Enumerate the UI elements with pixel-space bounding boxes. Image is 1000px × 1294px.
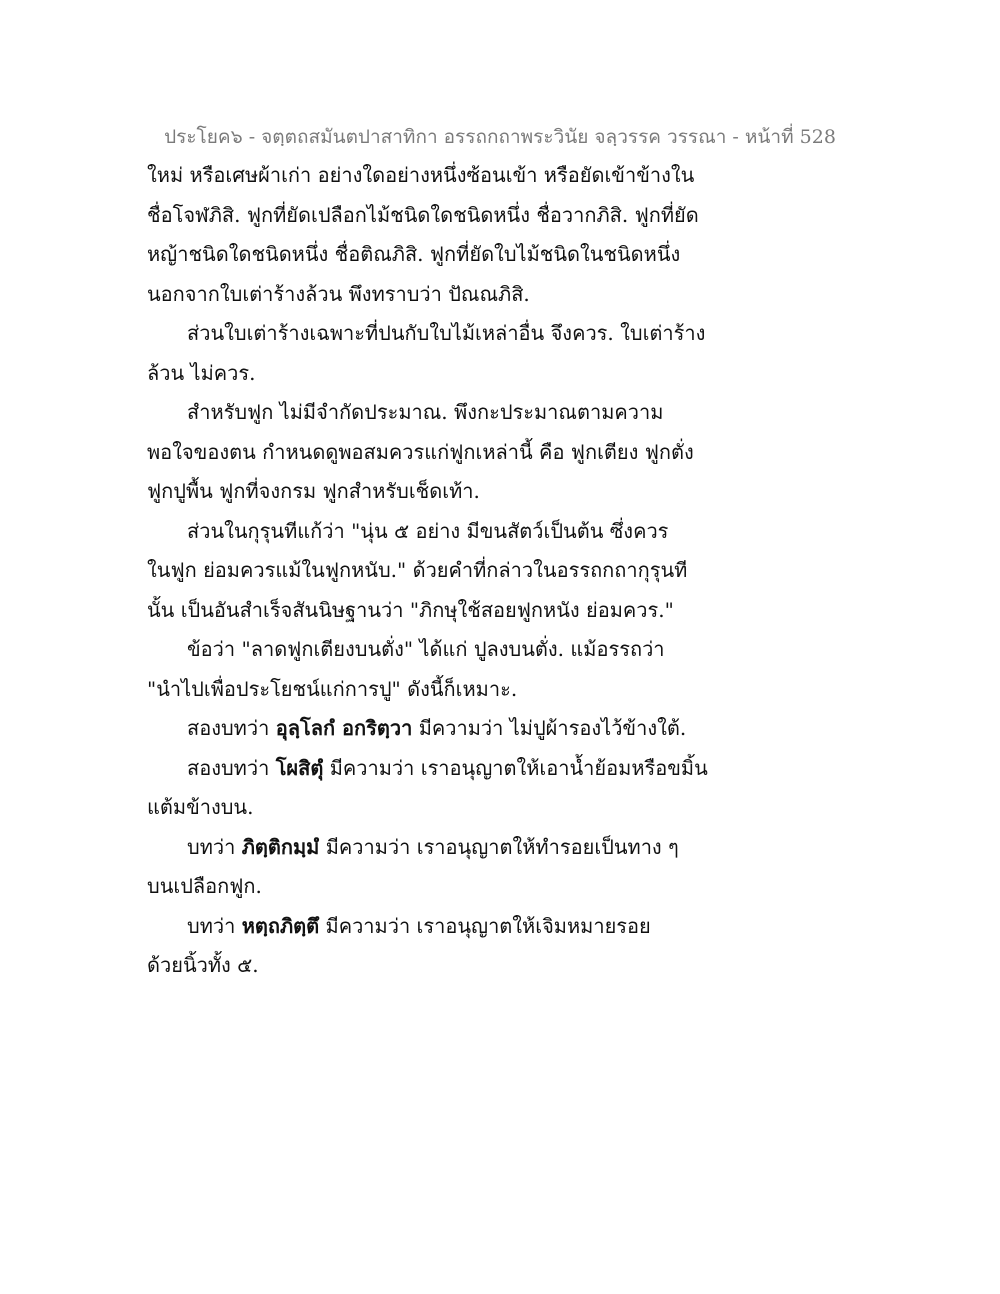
- text-span: ฟูกปูพื้น ฟูกที่จงกรม ฟูกสำหรับเช็ดเท้า.: [147, 479, 480, 503]
- text-span: ล้วน ไม่ควร.: [147, 360, 256, 385]
- bold-term: โผสิตุํ: [275, 755, 324, 780]
- text-span: ใหม่ หรือเศษผ้าเก่า อย่างใดอย่างหนึ่งซ้อนเข้า หรือยัดเข้าข้างใน: [147, 163, 695, 187]
- text-span: ในฟูก ย่อมควรแม้ในฟูกหนับ." ด้วยคำที่กล่าวในอรรถกถากุรุนที: [147, 558, 688, 582]
- text-line: [147, 670, 707, 710]
- text-span: ส่วนในกุรุนทีแก้ว่า "นุ่น ๕ อย่าง มีขนสัตว์เป็นต้น ซึ่งควร: [187, 518, 669, 543]
- text-line: [147, 156, 707, 196]
- text-span: สองบทว่า: [187, 716, 276, 740]
- text-span: มีความว่า เราอนุญาตให้ทำรอยเป็นทาง ๆ: [319, 834, 679, 859]
- bold-term: ภิตฺติกมฺมํ: [241, 834, 320, 859]
- text-line: [147, 867, 707, 907]
- text-line: [147, 354, 707, 394]
- bold-term: หตฺถภิตฺตึ: [241, 913, 320, 938]
- text-span: แต้มข้างบน.: [147, 795, 254, 819]
- text-line: [147, 630, 707, 670]
- text-span: หญ้าชนิดใดชนิดหนึ่ง ชื่อติณภิสิ. ฟูกที่ยัดใบไม้ชนิดในชนิดหนึ่ง: [147, 242, 681, 266]
- text-line: [147, 907, 707, 947]
- text-span: สำหรับฟูก ไม่มีจำกัดประมาณ. พึงกะประมาณตามความ: [187, 400, 664, 424]
- text-span: ชื่อโจฬภิสิ. ฟูกที่ยัดเปลือกไม้ชนิดใดชนิดหนึ่ง ชื่อวากภิสิ. ฟูกที่ยัด: [147, 202, 699, 227]
- text-line: [147, 433, 707, 473]
- page-header: ประโยค๖ - จตฺตถสมันตปาสาทิกา อรรถกถาพระวินัย จลฺวรรค วรรณา - หน้าที่ 528: [164, 126, 836, 148]
- text-span: นอกจากใบเต่าร้างล้วน พึงทราบว่า ปัณณภิสิ.: [147, 281, 530, 306]
- text-span: ส่วนใบเต่าร้างเฉพาะที่ปนกับใบไม้เหล่าอื่น จึงควร. ใบเต่าร้าง: [187, 321, 706, 345]
- text-span: บนเปลือกฟูก.: [147, 874, 262, 898]
- text-span: บทว่า: [187, 834, 242, 859]
- text-line: [147, 196, 707, 236]
- text-span: มีความว่า เราอนุญาตให้เจิมหมายรอย: [319, 913, 651, 938]
- text-line: [147, 946, 707, 986]
- text-line: [147, 828, 707, 868]
- text-span: สองบทว่า: [187, 755, 276, 780]
- text-line: [147, 591, 707, 631]
- text-span: นั้น เป็นอันสำเร็จสันนิษฐานว่า "ภิกษุใช้สอยฟูกหนัง ย่อมควร.": [147, 597, 674, 622]
- text-span: ข้อว่า "ลาดฟูกเตียงบนตั่ง" ได้แก่ ปูลงบนตั่ง. แม้อรรถว่า: [187, 637, 665, 661]
- text-line: [147, 275, 707, 315]
- text-span: ด้วยนิ้วทั้ง ๕.: [147, 953, 259, 977]
- text-line: [147, 749, 707, 789]
- text-span: บทว่า: [187, 913, 242, 938]
- text-line: [147, 472, 707, 512]
- text-span: มีความว่า เราอนุญาตให้เอาน้ำย้อมหรือขมิ้น: [323, 755, 708, 780]
- text-line: [147, 235, 707, 275]
- text-span: "นำไปเพื่อประโยชน์แก่การปู" ดังนี้ก็เหมาะ.: [147, 676, 518, 701]
- text-span: พอใจของตน กำหนดดูพอสมควรแก่ฟูกเหล่านี้ คือ ฟูกเตียง ฟูกตั่ง: [147, 439, 694, 464]
- bold-term: อุลฺโลกํ อกริตฺวา: [275, 716, 413, 740]
- text-line: [147, 709, 707, 749]
- text-span: มีความว่า ไม่ปูผ้ารองไว้ข้างใต้.: [412, 716, 687, 740]
- text-line: [147, 314, 707, 354]
- text-line: [147, 512, 707, 552]
- body-text: [147, 156, 707, 986]
- text-line: [147, 393, 707, 433]
- text-line: [147, 551, 707, 591]
- text-line: [147, 788, 707, 828]
